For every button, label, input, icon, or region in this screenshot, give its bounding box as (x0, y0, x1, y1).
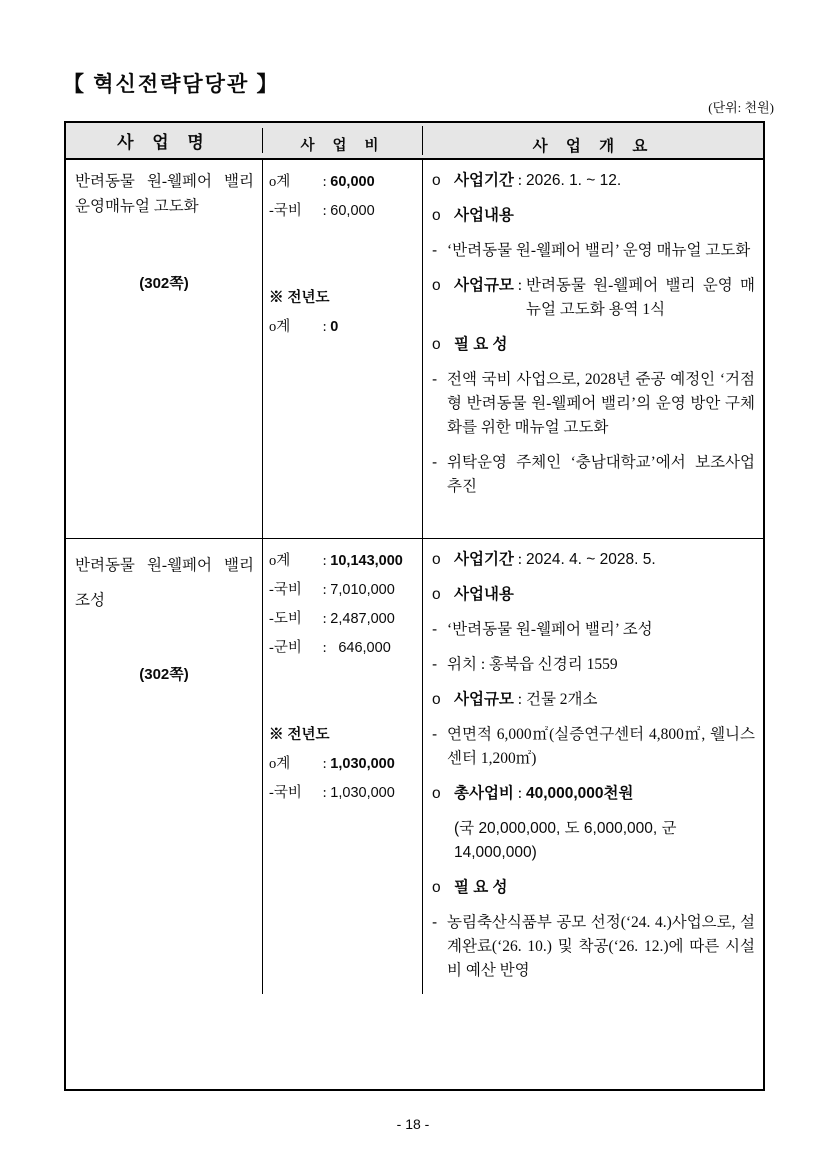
budget-line-separator: : (319, 174, 331, 190)
overview-separator: : (513, 277, 526, 295)
table-row (66, 538, 763, 994)
budget-line-value: 646,000 (330, 640, 391, 656)
overview-cell (423, 160, 763, 538)
circle-bullet: o (432, 277, 441, 295)
overview-label: 사업기간 (454, 551, 514, 568)
overview-item (432, 911, 755, 983)
budget-line-value: 60,000 (330, 174, 375, 190)
overview-item (432, 782, 755, 806)
budget-line-separator: : (319, 785, 331, 801)
budget-line (269, 634, 417, 663)
overview-text: 위치 : 홍북읍 신경리 1559 (447, 656, 618, 674)
budget-line-separator: : (319, 203, 331, 219)
overview-item (432, 239, 755, 263)
overview-separator: : (513, 691, 526, 709)
overview-text: 연면적 6,000㎡(실증연구센터 4,800㎡, 웰니스센터 1,200㎡) (447, 726, 755, 768)
budget-line-value: 1,030,000 (330, 756, 395, 772)
budget-line (269, 605, 417, 634)
previous-year-label: ※ 전년도 (269, 290, 330, 306)
budget-line (269, 168, 417, 197)
circle-bullet: o (432, 336, 441, 354)
overview-item (432, 618, 755, 642)
budget-line-value: 2,487,000 (330, 611, 395, 627)
overview-item (432, 723, 755, 771)
overview-item (432, 274, 755, 322)
overview-label: 사업규모 (454, 277, 514, 295)
dash-bullet: - (432, 726, 438, 744)
overview-item (432, 204, 755, 228)
budget-line-label: o계 (269, 756, 291, 772)
budget-line-label: -군비 (269, 640, 302, 656)
page-number: - 18 - (396, 1116, 430, 1132)
overview-text: ‘반려동물 원-웰페어 밸리’ 조성 (447, 621, 653, 639)
budget-line-label: -국비 (269, 203, 302, 219)
circle-bullet: o (432, 172, 441, 189)
project-name-cell (66, 160, 263, 538)
overview-label: 사업규모 (454, 691, 514, 709)
table-body (66, 160, 763, 994)
overview-item (432, 653, 755, 677)
overview-label: 총사업비 (454, 785, 514, 803)
budget-line-value: 0 (330, 319, 339, 335)
overview-text: ‘반려동물 원-웰페어 밸리’ 운영 매뉴얼 고도화 (447, 242, 751, 260)
budget-line-value: 10,143,000 (330, 553, 403, 569)
dash-bullet: - (432, 371, 438, 389)
budget-line (269, 750, 417, 779)
overview-separator: : (513, 172, 526, 189)
budget-line (269, 313, 417, 342)
budget-line (269, 576, 417, 605)
project-name: 반려동물 원-웰페어 밸리 운영매뉴얼 고도화 (75, 173, 254, 215)
overview-separator: : (513, 551, 526, 568)
circle-bullet: o (432, 879, 441, 897)
overview-label: 사업내용 (454, 207, 514, 225)
budget-line-separator: : (319, 319, 331, 335)
overview-item (432, 368, 755, 440)
program-budget-table (64, 121, 765, 1091)
dash-bullet: - (432, 914, 438, 932)
overview-item (432, 688, 755, 712)
budget-line-label: -국비 (269, 582, 302, 598)
section-title: 【 혁신전략담당관 】 (63, 72, 280, 96)
col-header-project-name: 사 업 명 (66, 128, 263, 153)
overview-text: 농림축산식품부 공모 선정(‘24. 4.)사업으로, 설계완료(‘26. 10.) 및 착공(‘26. 12.)에 따른 시설비 예산 반영 (447, 914, 755, 980)
overview-item (432, 169, 755, 193)
budget-line-label: o계 (269, 553, 291, 569)
overview-item (432, 817, 755, 865)
dash-bullet: - (432, 242, 438, 260)
budget-line-label: -국비 (269, 785, 302, 801)
col-header-budget: 사 업 비 (263, 126, 423, 155)
overview-value: 2024. 4. ~ 2028. 5. (525, 551, 656, 568)
budget-line-separator: : (319, 553, 331, 569)
overview-item (432, 583, 755, 607)
overview-text: 위탁운영 주체인 ‘충남대학교’에서 보조사업 추진 (447, 454, 755, 496)
budget-line-value: 1,030,000 (330, 785, 395, 801)
budget-line-value: 60,000 (330, 203, 375, 219)
overview-value: 건물 2개소 (525, 691, 598, 709)
budget-line-separator: : (319, 582, 331, 598)
project-name-cell (66, 539, 263, 994)
project-name: 반려동물 원-웰페어 밸리 조성 (75, 557, 254, 609)
circle-bullet: o (432, 691, 441, 709)
overview-value: 40,000,000천원 (525, 785, 634, 803)
dash-bullet: - (432, 454, 438, 472)
budget-line (269, 779, 417, 808)
circle-bullet: o (432, 207, 441, 225)
page-reference: (302쪽) (139, 665, 189, 683)
table-row (66, 160, 763, 538)
overview-label: 필 요 성 (454, 336, 508, 354)
budget-line-separator: : (319, 640, 331, 656)
overview-label: 사업기간 (454, 172, 514, 189)
circle-bullet: o (432, 586, 441, 604)
overview-label: 사업내용 (454, 586, 514, 604)
budget-line-separator: : (319, 756, 331, 772)
overview-plain-text: (국 20,000,000, 도 6,000,000, 군 14,000,000) (454, 820, 677, 862)
budget-line-value: 7,010,000 (330, 582, 395, 598)
page-reference: (302쪽) (139, 274, 189, 292)
overview-cell (423, 539, 763, 994)
overview-value: 반려동물 원-웰페어 밸리 운영 매뉴얼 고도화 용역 1식 (525, 277, 755, 319)
overview-item (432, 548, 755, 572)
overview-item (432, 451, 755, 499)
overview-item (432, 876, 755, 900)
overview-label: 필 요 성 (454, 879, 508, 897)
overview-text: 전액 국비 사업으로, 2028년 준공 예정인 ‘거점형 반려동물 원-웰페어 밸리’의 운영 방안 구체화를 위한 매뉴얼 고도화 (447, 371, 755, 437)
unit-label: (단위: 천원) (708, 100, 774, 115)
dash-bullet: - (432, 621, 438, 639)
budget-cell (263, 160, 423, 538)
budget-line-separator: : (319, 611, 331, 627)
budget-line-label: o계 (269, 174, 291, 190)
budget-line (269, 547, 417, 576)
circle-bullet: o (432, 551, 441, 568)
overview-value: 2026. 1. ~ 12. (525, 172, 622, 189)
overview-item (432, 333, 755, 357)
col-header-overview: 사 업 개 요 (532, 138, 655, 155)
dash-bullet: - (432, 656, 438, 674)
budget-cell (263, 539, 423, 994)
table-header-row (66, 123, 763, 160)
budget-line-label: -도비 (269, 611, 302, 627)
budget-line (269, 197, 417, 226)
circle-bullet: o (432, 785, 441, 803)
overview-separator: : (513, 785, 526, 803)
previous-year-label: ※ 전년도 (269, 727, 330, 743)
budget-line-label: o계 (269, 319, 291, 335)
